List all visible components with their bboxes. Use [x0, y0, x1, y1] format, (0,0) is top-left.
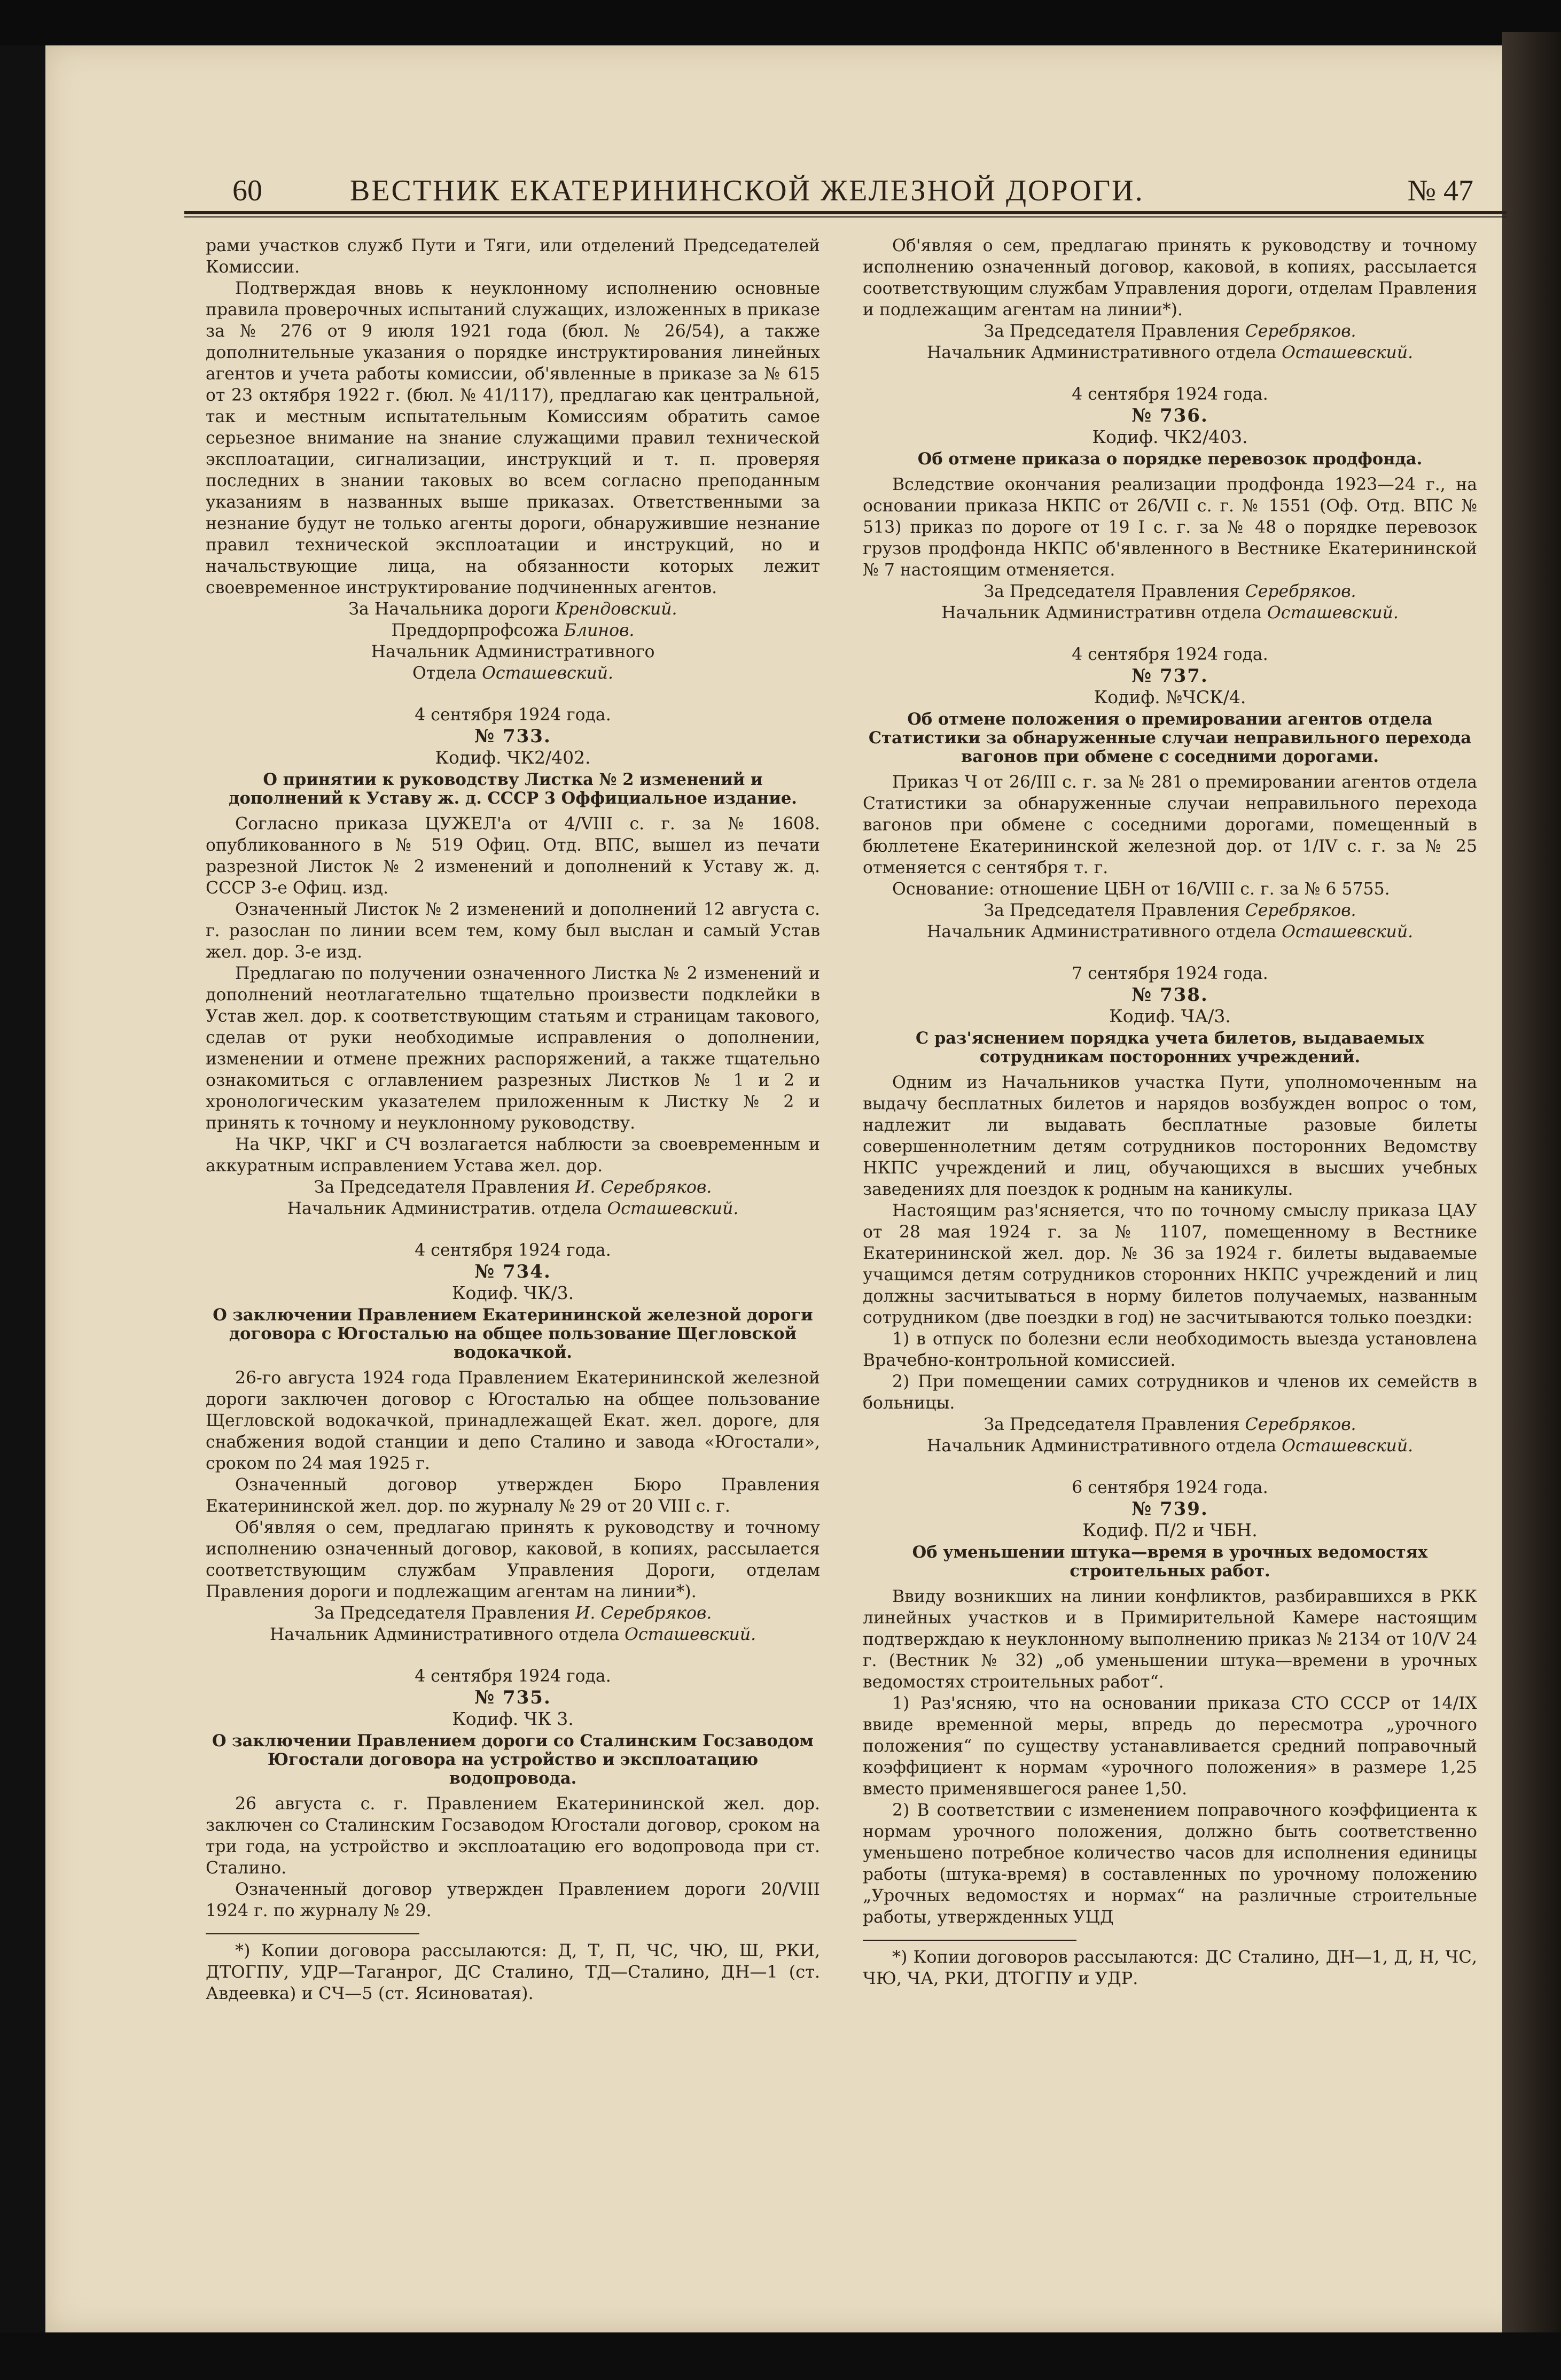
order-heading: С раз'яснением порядка учета билетов, выдаваемых сотрудникам посторонних учреждений.: [916, 1029, 1424, 1067]
signature: За Председателя Правления Серебряков.: [984, 901, 1356, 920]
paragraph: Согласно приказа ЦУЖЕЛ'а от 4/VIII с. г. за № 1608. опубликованного в № 519 Офиц. Отд. ВПС, вышел из печати разрезной Листок № 2 изменений и дополнений к Уставу ж. д. СССР 3-е Офиц. изд.: [206, 814, 820, 898]
paragraph: Об'являя о сем, предлагаю принять к руководству и точному исполнению означенный договор, каковой, в копиях, рассылается соответствующим службам Управления дороги, отделам Правления и подлежащим агентам на линии*).: [863, 236, 1477, 320]
header-rule-thin: [184, 216, 1507, 217]
page-header: [184, 174, 1507, 211]
codification: Кодиф. №ЧСК/4.: [1094, 687, 1246, 707]
scan-border-right: [1502, 32, 1561, 2380]
order-number: № 736.: [1131, 405, 1208, 426]
signature: За Председателя Правления Серебряков.: [984, 1415, 1356, 1434]
order-number: № 739.: [1131, 1498, 1208, 1520]
paragraph: 1) Раз'ясняю, что на основании приказа СТО СССР от 14/IX ввиде временной меры, впредь до пересмотра „урочного положения“ по существу устанавливается средний поправочный коэффициент к нормам «урочного положения» в размере 1,25 вместо применявшегося ранее 1,50.: [863, 1694, 1477, 1799]
signature: Начальник Административного отдела Осташевский.: [269, 1625, 756, 1644]
order-date: 4 сентября 1924 года.: [415, 1241, 611, 1260]
paragraph: 2) При помещении самих сотрудников и членов их семейств в больницы.: [863, 1372, 1477, 1413]
codification: Кодиф. ЧК/3.: [451, 1282, 574, 1303]
signature: Начальник Административного отдела Осташевский.: [926, 1436, 1414, 1456]
codification: Кодиф. ЧК2/402.: [435, 747, 591, 768]
codification: Кодиф. ЧА/3.: [1109, 1006, 1231, 1026]
order-number: № 735.: [474, 1687, 551, 1708]
signature: Преддорпрофсожа Блинов.: [391, 621, 635, 640]
codification: Кодиф. ЧК 3.: [452, 1708, 574, 1729]
order-date: 6 сентября 1924 года.: [1072, 1478, 1268, 1497]
paragraph: На ЧКР, ЧКГ и СЧ возлагается наблюсти за своевременным и аккуратным исправлением Устава жел. дор.: [206, 1135, 820, 1176]
footnote: *) Копии договоров рассылаются: ДС Сталино, ДН—1, Д, Н, ЧС, ЧЮ, ЧА, РКИ, ДТОГПУ и УДР.: [863, 1947, 1477, 1988]
order-heading: О заключении Правлением дороги со Сталинским Госзаводом Югостали договора на устройство и эксплоатацию водопровода.: [212, 1731, 814, 1788]
order-heading: О принятии к руководству Листка № 2 изменений и дополнений к Уставу ж. д. СССР 3 Оффициальное издание.: [229, 770, 797, 808]
order-number: № 738.: [1131, 984, 1208, 1006]
signature: Начальник Административ. отдела Осташевский.: [287, 1199, 739, 1218]
order-date: 4 сентября 1924 года.: [415, 1667, 611, 1686]
paragraph: Означенный договор утвержден Правлением дороги 20/VIII 1924 г. по журналу № 29.: [206, 1880, 820, 1920]
footnote-rule: [206, 1933, 419, 1934]
order-number: № 733.: [474, 726, 551, 747]
paragraph: 26 августа с. г. Правлением Екатерининской жел. дор. заключен со Сталинским Госзаводом Югостали договор, сроком на три года, на устройство и эксплоатацию его водопровода при ст. Сталино.: [206, 1794, 820, 1878]
left-column: [206, 235, 820, 2004]
codification: Кодиф. ЧК2/403.: [1092, 426, 1248, 447]
signature: За Председателя Правления Серебряков.: [984, 322, 1356, 341]
footnote-rule: [863, 1940, 1076, 1941]
order-number: № 734.: [474, 1261, 551, 1282]
paragraph: Приказ Ч от 26/III с. г. за № 281 о премировании агентов отдела Статистики за обнаруженные случаи неправильного перехода вагонов при обмене с соседними дорогами, помещенный в бюллетене Екатерининской железной дор. от 1/IV с. г. за № 25 отменяется с сентября т. г.: [863, 773, 1477, 877]
right-column: [863, 235, 1477, 1989]
signature: За Начальника дороги Крендовский.: [348, 600, 677, 619]
order-heading: Об отмене приказа о порядке перевозок продфонда.: [917, 449, 1423, 469]
order-heading: Об уменьшении штука—время в урочных ведомостях строительных работ.: [912, 1543, 1428, 1581]
paragraph: рами участков служб Пути и Тяги, или отделений Председателей Комиссии.: [206, 236, 820, 277]
signature: Начальник Административного отдела Осташевский.: [926, 922, 1414, 942]
signature: За Председателя Правления Серебряков.: [984, 582, 1356, 601]
paragraph: Означенный договор утвержден Бюро Правления Екатерининской жел. дор. по журналу № 29 от 20 VIII с. г.: [206, 1475, 820, 1516]
paragraph: Ввиду возникших на линии конфликтов, разбиравшихся в РКК линейных участков и в Примирительной Камере настоящим подтверждаю к неуклонному выполнению приказ № 2134 от 10/V 24 г. (Вестник № 32) „об уменьшении штука—времени в урочных ведомостях строительных работ“.: [863, 1587, 1477, 1692]
paragraph: Означенный Листок № 2 изменений и дополнений 12 августа с. г. разослан по линии всем тем, кому был выслан и самый Устав жел. дор. 3-е изд.: [206, 900, 820, 962]
order-heading: О заключении Правлением Екатерининской железной дороги договора с Югосталью на общее пользование Щегловской водокачкой.: [213, 1305, 813, 1362]
header-rule: [184, 211, 1507, 214]
paragraph: 1) в отпуск по болезни если необходимость выезда установлена Врачебно-контрольной комиссией.: [863, 1329, 1477, 1370]
paragraph: Об'являя о сем, предлагаю принять к руководству и точному исполнению означенный договор, каковой, в копиях, рассылается соответствующим службам Управления Дороги, отделам Правления дороги и подлежащим агентам на линии*).: [206, 1518, 820, 1601]
signature: За Председателя Правления И. Серебряков.: [314, 1604, 712, 1623]
scan-border-top: [0, 0, 1561, 45]
signature: Отдела Осташевский.: [412, 664, 614, 683]
signature: За Председателя Правления И. Серебряков.: [314, 1178, 712, 1197]
order-date: 4 сентября 1924 года.: [415, 705, 611, 725]
paragraph: 26-го августа 1924 года Правлением Екатерининской железной дороги заключен договор с Югосталью на общее пользование Щегловской водокачкой, принадлежащей Екат. жел. дороге, для снабжения водой станции и депо Сталино и завода «Югостали», сроком по 24 мая 1925 г.: [206, 1368, 820, 1473]
paragraph: Основание: отношение ЦБН от 16/VIII с. г. за № 6 5755.: [892, 880, 1390, 899]
paragraph: Вследствие окончания реализации продфонда 1923—24 г., на основании приказа НКПС от 26/VII с. г. № 1551 (Оф. Отд. ВПС № 513) приказ по дороге от 19 I с. г. за № 48 о порядке перевозок грузов продфонда НКПС об'явленного в Вестнике Екатерининской № 7 настоящим отменяется.: [863, 475, 1477, 580]
footnote: *) Копии договора рассылаются: Д, Т, П, ЧС, ЧЮ, Ш, РКИ, ДТОГПУ, УДР—Таганрог, ДС Сталино, ТД—Сталино, ДН—1 (ст. Авдеевка) и СЧ—5 (ст. Ясиноватая).: [206, 1940, 820, 2003]
paragraph: Настоящим раз'ясняется, что по точному смыслу приказа ЦАУ от 28 мая 1924 г. за № 1107, помещенному в Вестнике Екатерининской жел. дор. № 36 за 1924 г. билеты выдаваемые учащимся детям сотрудников сторонних НКПС учреждений и лиц должны засчитываться в норму билетов получаемых, названным сотрудником (две поездки в год) не засчитываются только поездки:: [863, 1201, 1477, 1327]
order-date: 7 сентября 1924 года.: [1072, 964, 1268, 983]
signature: Начальник Административного отдела Осташевский.: [926, 343, 1414, 362]
signature: Начальник Административн отдела Осташевский.: [941, 603, 1399, 623]
journal-title: ВЕСТНИК ЕКАТЕРИНИНСКОЙ ЖЕЛЕЗНОЙ ДОРОГИ.: [350, 174, 1144, 207]
order-date: 4 сентября 1924 года.: [1072, 645, 1268, 664]
signature: Начальник Административного: [371, 642, 655, 662]
paragraph: Предлагаю по получении означенного Листка № 2 изменений и дополнений неотлагательно тщательно произвести подклейки в Устав жел. дор. к соответствующим статьям и страницам такового, сделав от руки необходимые исправления о дополнении, изменении и отмене прежних распоряжений, а также тщательно ознакомиться с оглавлением разрезных Листков № 1 и 2 и хронологическим указателем приложенным к Листку № 2 и принять к точному и неуклонному руководству.: [206, 964, 820, 1133]
scan-border-bottom: [0, 2332, 1561, 2380]
order-number: № 737.: [1131, 665, 1208, 687]
page-number: 60: [232, 174, 262, 207]
codification: Кодиф. П/2 и ЧБН.: [1082, 1520, 1258, 1541]
paragraph: 2) В соответствии с изменением поправочного коэффициента к нормам урочного положения, должно быть соответственно уменьшено потребное количество часов для исполнения единицы работы (штука-время) в составленных по урочному положению „Урочных ведомостях и нормах“ на различные строительные работы, утвержденных УЦД: [863, 1801, 1477, 1927]
paragraph: Одним из Начальников участка Пути, уполномоченным на выдачу бесплатных билетов и нарядов возбужден вопрос о том, надлежит ли выдавать бесплатные разовые билеты совершеннолетним детям сотрудников посторонних Ведомству НКПС учреждений и лиц, обучающихся в высших учебных заведениях для поездок к родным на каникулы.: [863, 1073, 1477, 1199]
order-heading: Об отмене положения о премировании агентов отдела Статистики за обнаруженные случаи неправильного перехода вагонов при обмене с соседними дорогами.: [868, 710, 1472, 766]
paragraph: Подтверждая вновь к неуклонному исполнению основные правила проверочных испытаний служащих, изложенных в приказе за № 276 от 9 июля 1921 года (бюл. № 26/54), а также дополнительные указания о порядке инструктирования линейных агентов и учета работы комиссии, об'явленные в приказе за № 615 от 23 октября 1922 г. (бюл. № 41/117), предлагаю как центральной, так и местным испытательным Комиссиям обратить самое серьезное внимание на знание служащими правил технической эксплоатации, сигнализации, инструкций и т. п. проверяя последних в знании таковых во всем согласно преподанным указаниям в названных выше приказах. Ответственными за незнание будут не только агенты дороги, обнаружившие незнание правил технической эксплоатации и инструкций, но и начальствующие лица, на обязанности которых лежит своевременное инструктирование подчиненных агентов.: [206, 279, 820, 597]
issue-number: № 47: [1407, 174, 1473, 207]
order-date: 4 сентября 1924 года.: [1072, 385, 1268, 404]
